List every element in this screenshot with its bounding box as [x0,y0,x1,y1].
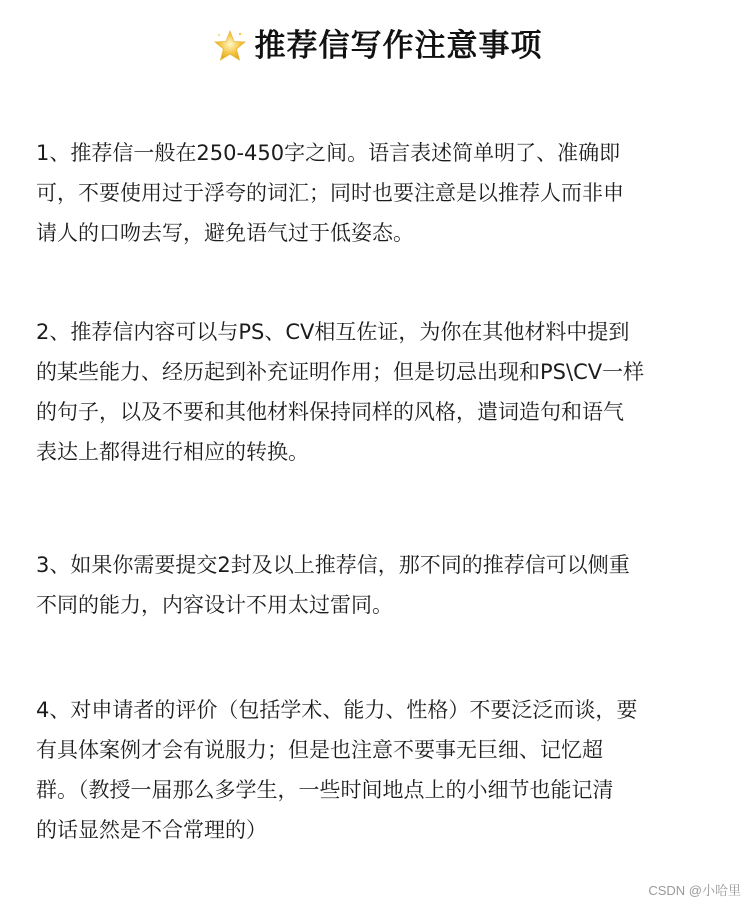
paragraph-line: 表达上都得进行相应的转换。 [36,440,309,464]
paragraph-line: 的话显然是不合常理的） [36,818,267,842]
watermark: CSDN @小哈里 [648,883,741,898]
paragraph-line: 2、推荐信内容可以与PS、CV相互佐证，为你在其他材料中提到 [36,320,630,344]
paragraph-line: 请人的口吻去写，避免语气过于低姿态。 [36,221,414,245]
paragraph-line: 的句子，以及不要和其他材料保持同样的风格，遣词造句和语气 [36,400,624,424]
title-row [0,24,755,68]
paragraph-line: 的某些能力、经历起到补充证明作用；但是切忌出现和PS\CV一样 [36,360,645,384]
paragraph-line: 不同的能力，内容设计不用太过雷同。 [36,593,393,617]
page-title: 推荐信写作注意事项 [254,28,543,64]
paragraph-line: 3、如果你需要提交2封及以上推荐信，那不同的推荐信可以侧重 [36,553,630,577]
paragraph-2 [36,312,726,472]
paragraph-line: 群。（教授一届那么多学生，一些时间地点上的小细节也能记清 [36,778,614,802]
paragraph-3 [36,545,726,625]
paragraph-line: 可，不要使用过于浮夸的词汇；同时也要注意是以推荐人而非申 [36,181,624,205]
paragraph-1 [36,133,726,253]
paragraph-4 [36,690,726,850]
paragraph-line: 有具体案例才会有说服力；但是也注意不要事无巨细、记忆超 [36,738,603,762]
paragraph-line: 4、对申请者的评价（包括学术、能力、性格）不要泛泛而谈，要 [36,698,638,722]
star-icon [213,29,247,63]
paragraph-line: 1、推荐信一般在250-450字之间。语言表述简单明了、准确即 [36,141,621,165]
